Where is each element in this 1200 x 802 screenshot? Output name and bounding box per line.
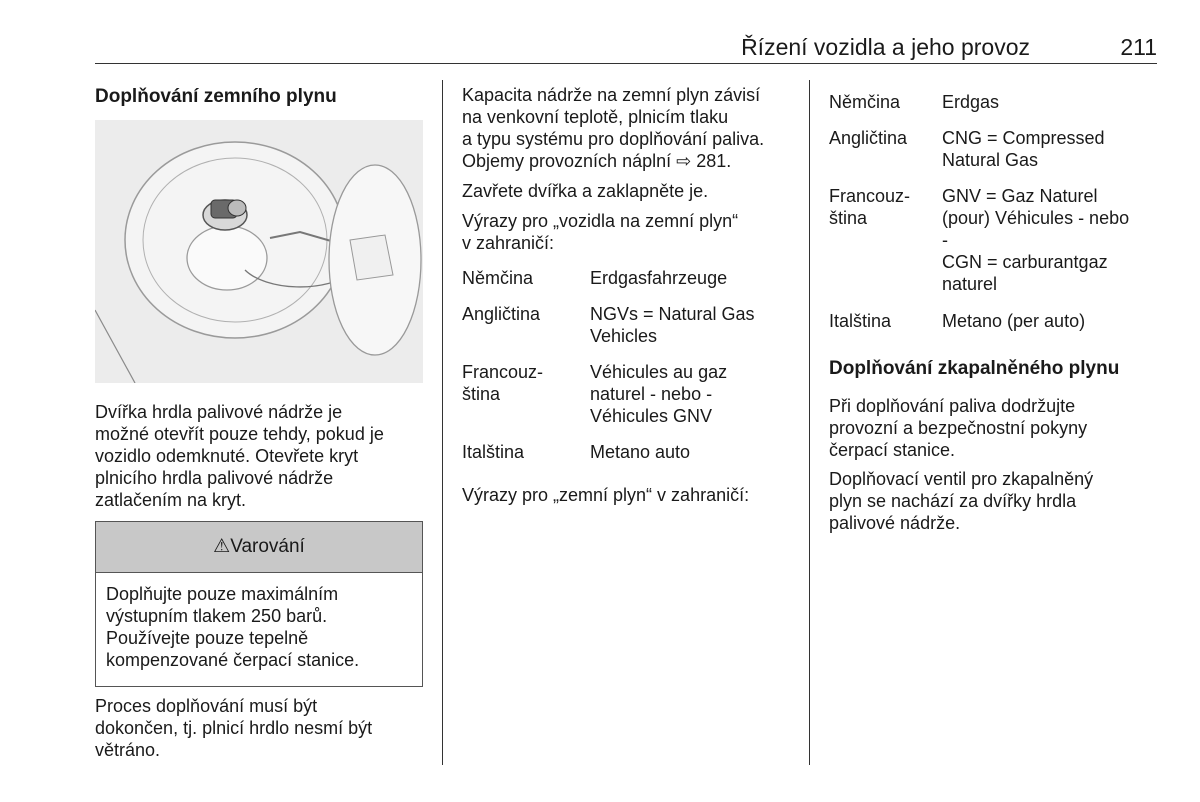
term-cell: Erdgas xyxy=(942,92,1000,112)
vehicle-terms-intro xyxy=(462,210,802,254)
text-line: na venkovní teplotě, plnicím tlaku xyxy=(462,107,729,127)
text-line: větráno. xyxy=(95,740,161,760)
close-door-paragraph: Zavřete dvířka a zaklapněte je. xyxy=(462,181,709,201)
text-line: v zahraničí: xyxy=(462,233,555,253)
text-line: Proces doplňování musí být xyxy=(95,696,318,716)
term-cell: Metano (per auto) xyxy=(942,311,1086,331)
language-cell: Angličtina xyxy=(829,128,908,148)
text-line: možné otevřít pouze tehdy, pokud je xyxy=(95,424,384,444)
fuel-door-illustration xyxy=(95,120,423,383)
term-cell: GNV = Gaz Naturel (pour) Véhicules - nebo - CGN = carburantgaz naturel xyxy=(942,186,1130,294)
text-line: plnicího hrdla palivové nádrže xyxy=(95,468,334,488)
text-line: Při doplňování paliva dodržujte xyxy=(829,396,1076,416)
language-cell: Němčina xyxy=(462,268,534,288)
page-number: 211 xyxy=(1120,34,1157,60)
gas-terms-intro: Výrazy pro „zemní plyn“ v zahraničí: xyxy=(462,485,750,505)
warning-header xyxy=(96,522,422,573)
section-heading-lpg: Doplňování zkapalněného plynu xyxy=(829,358,1120,379)
language-cell: Němčina xyxy=(829,92,901,112)
fuel-door-paragraph xyxy=(95,401,425,511)
text-line: palivové nádrže. xyxy=(829,513,961,533)
language-cell: Italština xyxy=(829,311,892,331)
text-line: a typu systému pro doplňování paliva. xyxy=(462,129,765,149)
text-line: Kapacita nádrže na zemní plyn závisí xyxy=(462,85,761,105)
warning-line: výstupním tlakem 250 barů. xyxy=(106,606,328,626)
term-cell: Metano auto xyxy=(590,442,691,462)
term-cell: CNG = Compressed Natural Gas xyxy=(942,128,1105,170)
language-cell: Angličtina xyxy=(462,304,541,324)
term-cell: NGVs = Natural Gas Vehicles xyxy=(590,304,755,346)
text-line: provozní a bezpečnostní pokyny xyxy=(829,418,1088,438)
header-rule xyxy=(95,63,1157,64)
language-cell: Francouz- ština xyxy=(462,362,544,404)
lpg-valve-paragraph xyxy=(829,468,1159,534)
text-line: vozidlo odemknuté. Otevřete kryt xyxy=(95,446,359,466)
capacity-paragraph xyxy=(462,84,802,172)
warning-line: kompenzované čerpací stanice. xyxy=(106,650,360,670)
term-cell: Véhicules au gaz naturel - nebo - Véhicules GNV xyxy=(590,362,728,426)
text-line: čerpací stanice. xyxy=(829,440,956,460)
text-line: dokončen, tj. plnicí hrdlo nesmí být xyxy=(95,718,373,738)
completion-paragraph xyxy=(95,695,425,761)
text-line: Dvířka hrdla palivové nádrže je xyxy=(95,402,343,422)
fuel-door-figure xyxy=(95,120,423,383)
text-line: Objemy provozních náplní ⇨ 281. xyxy=(462,151,732,171)
text-line: Výrazy pro „vozidla na zemní plyn“ xyxy=(462,211,739,231)
warning-box xyxy=(95,521,423,687)
section-heading-cng: Doplňování zemního plynu xyxy=(95,86,337,107)
warning-body xyxy=(96,573,422,671)
language-cell: Italština xyxy=(462,442,525,462)
text-line: Doplňovací ventil pro zkapalněný xyxy=(829,469,1094,489)
warning-title: Varování xyxy=(230,536,305,557)
column-divider-1 xyxy=(442,80,443,765)
language-cell: Francouz- ština xyxy=(829,186,911,228)
warning-line: Doplňujte pouze maximálním xyxy=(106,584,339,604)
text-line: zatlačením na kryt. xyxy=(95,490,247,510)
running-header-title: Řízení vozidla a jeho provoz xyxy=(741,34,1030,60)
text-line: plyn se nachází za dvířky hrdla xyxy=(829,491,1077,511)
term-cell: Erdgasfahrzeuge xyxy=(590,268,728,288)
warning-line: Používejte pouze tepelně xyxy=(106,628,309,648)
lpg-instructions-paragraph xyxy=(829,395,1159,461)
warning-icon: ⚠ xyxy=(213,536,231,557)
